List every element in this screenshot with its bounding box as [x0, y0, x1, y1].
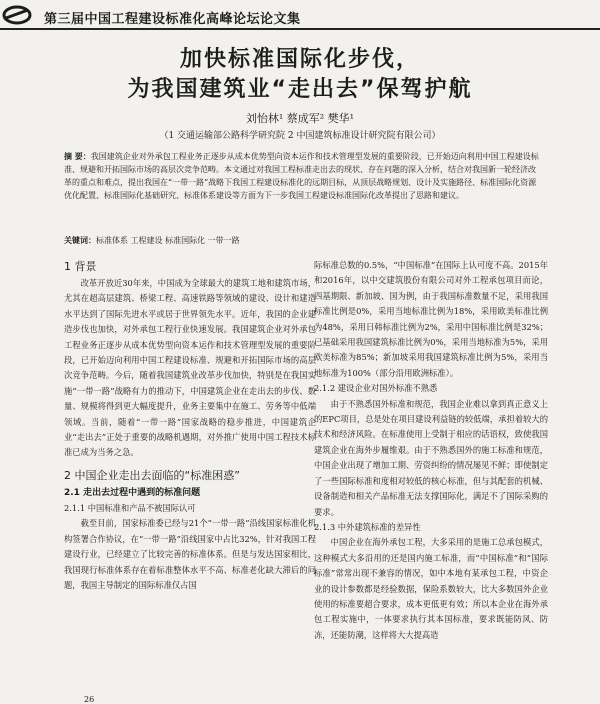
section-1-paragraph: 改革开放近30年来，中国成为全球最大的建筑工地和建筑市场，尤其在超高层建筑、桥梁工程、高速铁路等领域的建设、设计和建造水平达到了国际先进水平或居于世界领先水平。近年，我国的企业建造步伐也加快，对外承包工程行业快速发展。我国建筑企业对外承包工程业务正逐步从成本优势型向资本运作和技术管理型发展的重要阶段，已开始迈向利用中国工程建设标准、规避和开拓国际市场的高层次竞争范畴。今后，随着我国建筑业改革步伐加快，特别是在我国实施“一带一路”战略有力的推动下，中国建筑企业在走出去的步伐、数量、规模将得到更大幅度提升，业务主要集中在施工、劳务等中低端领域。当前，随着“一带一路”国家战略的稳步推进，中国建筑企业“走出去”正处于重要的战略机遇期，对外推广使用中国工程技术标准已成为当务之急。 — [64, 278, 316, 458]
abstract — [64, 150, 542, 202]
right-paragraph-3: 中国企业在海外承包工程，大多采用的是施工总承包模式，这种模式大多沿用的还是国内施工标准，而“中国标准”和“国际标准”常常出现不兼容的情况，如中本地有某承包工程，中资企业的设计参数都是经验数据，保险系数较大，比大多数国外企业使用的标准要超合要求，成本更低更有效；所以本企业在海外承包工程实施中，一体要求执行其本国标准，要求既能防风、防冻，还能防潮，这样将大大提高造 — [314, 537, 548, 640]
keywords — [64, 235, 542, 246]
section-2-1-heading: 2.1 走出去过程中遇到的标准问题 — [64, 487, 201, 498]
publisher-logo-icon — [2, 4, 32, 26]
section-2-1-2-heading: 2.1.2 建设企业对国外标准不熟悉 — [314, 383, 438, 394]
affiliation: （1 交通运输部公路科学研究院 2 中国建筑标准设计研究院有限公司） — [159, 131, 441, 141]
right-paragraph-2: 由于不熟悉国外标准和规范，我国企业难以拿到真正意义上的EPC项目，总是处在项目建设利益链的较低端，承担着较大的技术和经济风险。在标准使用上受制于相应的话语权，致使我国建筑企业在海外步履维艰。由于不熟悉国外的施工标准和规范，中国企业出现了增加工期、劳资纠纷的情况屡见不鲜；即使制定了一些国际标准和度相对较低的核心标准，但与其配套的机械、设备制造和相关产品标准无法支撑国际化，满足不了国际采购的要求。 — [314, 398, 548, 517]
page-number: 26 — [84, 695, 95, 704]
abstract-label: 摘 要： — [64, 152, 91, 161]
header-rule — [0, 28, 600, 30]
section-2-1-1-paragraph: 截至目前，国家标准委已经与21个“一带一路”沿线国家标准化机构签署合作协议，在“一带一路”沿线国家中占比32%，针对我国工程建设行业，已经建立了比较完善的标准体系。但是与发达国家相比，我国现行标准体系存在着标准整体水平不高、标准老化缺大滞后的问题，我国主导制定的国际标准仅占国 — [64, 518, 316, 590]
right-column — [314, 258, 548, 643]
keywords-text: 标准体系 工程建设 标准国际化 一带一路 — [96, 236, 240, 245]
section-1-heading: 1 背景 — [64, 260, 97, 273]
running-header — [0, 0, 600, 30]
section-2-1-3-heading: 2.1.3 中外建筑标准的差异性 — [314, 521, 421, 532]
running-header-title: 第三届中国工程建设标准化高峰论坛论文集 — [44, 12, 301, 27]
left-column — [64, 258, 316, 593]
section-2-heading: 2 中国企业走出去面临的“标准困惑” — [64, 468, 240, 482]
paper-title-line-1: 加快标准国际化步伐， — [179, 47, 420, 72]
paper-title-line-2: 为我国建筑业“走出去”保驾护航 — [127, 77, 473, 102]
authors: 刘怡林¹ 蔡成军² 樊华¹ — [245, 112, 355, 125]
section-2-1-1-heading: 2.1.1 中国标准和产品不被国际认可 — [64, 502, 196, 513]
right-paragraph-1: 际标准总数的0.5%，“中国标准”在国际上认可度不高。2015年和2016年，以中交建筑股份有限公司对外工程承包项目而论，四基期限、新加坡、国为例，由于我国标准数量不足，采用我国标准比例是0%，采用当地标准比例为18%，采用欧美标准比例为48%，采用日韩标准比例为2%，采用中国标准比例是32%；已基础采用我国建筑标准比例为0%，采用当地标准为5%，采用欧美标准为85%；新加坡采用我国建筑标准比例为5%，采用当地标准为100%（部分沿用欧洲标准）。 — [314, 260, 548, 378]
abstract-text: 我国建筑企业对外承包工程业务正逐步从成本优势型向资本运作和技术管理型发展的重要阶段，已开始迈向利用中国工程建设标准、规避和开拓国际市场的高层次竞争范畴。本文通过对我国工程标准走出去的现状、存在问题的深入分析，结合对我国新一轮经济改革的重点和难点，提出我国在“一带一路”战略下我国工程建设标准化的远期目标，从顶层战略规划、设计及实施路径、标准国际化资源优化配置、标准国际化基础研究、标准体系建设等方面为下一步我国工程建设标准国际化改革提出了思路和建议。 — [64, 152, 539, 200]
keywords-label: 关键词： — [64, 236, 96, 245]
